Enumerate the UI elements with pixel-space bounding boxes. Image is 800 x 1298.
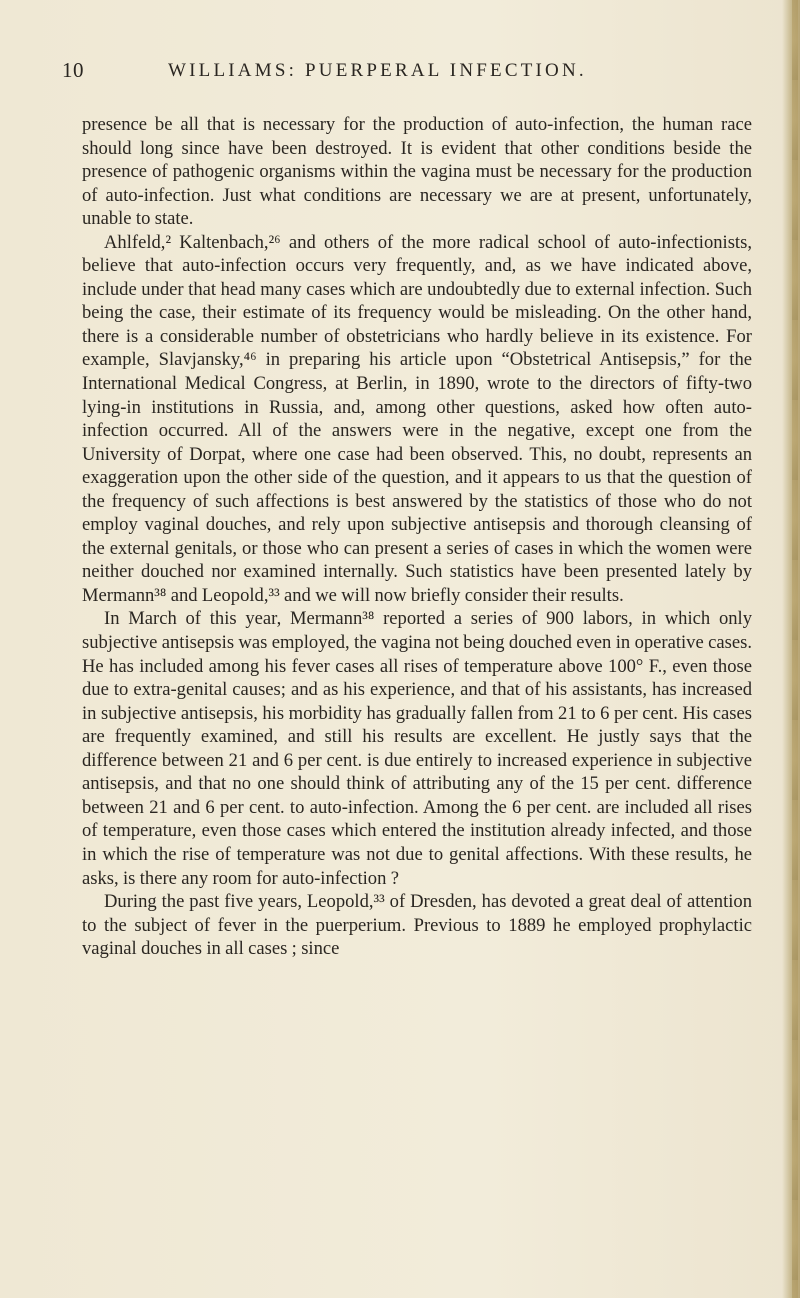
body-text <box>82 113 752 961</box>
paragraph-mermann: In March of this year, Mermann³⁸ reported a series of 900 labors, in which only subjective antisepsis was employed, the vagina not being douched even in operative cases. He has included among his fever cases all rises of temperature above 100° F., even those due to extra-genital causes; and as his experience, and that of his assistants, has increased in subjective antisepsis, his morbidity has gradually fallen from 21 to 6 per cent. His cases are frequently examined, and still his results are excellent. He justly says that the difference between 21 and 6 per cent. is due entirely to increased experience in subjective antisepsis, and that no one should think of attributing any of the 15 per cent. difference between 21 and 6 per cent. to auto-infection. Among the 6 per cent. are included all rises of temperature, even those cases which entered the institution already infected, and those in which the rise of temperature was not due to genital affections. With these results, he asks, is there any room for auto-infection ? <box>82 608 752 889</box>
paragraph-ahlfeld: Ahlfeld,² Kaltenbach,²⁶ and others of the more radical school of auto-infectionists, believe that auto-infection occurs very frequently, and, as we have indicated above, include under that head many cases which are undoubtedly due to external infection. Such being the case, their estimate of its frequency would be misleading. On the other hand, there is a considerable number of obstetricians who hardly believe in its existence. For example, Slavjansky,⁴⁶ in preparing his article upon “Obstetrical Antisepsis,” for the International Medical Congress, at Berlin, in 1890, wrote to the directors of fifty-two lying-in institutions in Russia, and, among other questions, asked how often auto-infection occurred. All of the answers were in the negative, except one from the University of Dorpat, where one case had been observed. This, no doubt, represents an exaggeration upon the other side of the question, and it appears to us that the question of the frequency of such affections is best answered by the statistics of those who do not employ vaginal douches, and rely upon subjective antisepsis and thorough cleansing of the external genitals, or those who can present a series of cases in which the women were neither douched nor examined internally. Such statistics have been presented lately by Mermann³⁸ and Leopold,³³ and we will now briefly consider their results. <box>82 231 752 606</box>
page-header <box>62 58 762 86</box>
running-head: WILLIAMS: PUERPERAL INFECTION. <box>168 60 587 81</box>
paragraph-leopold: During the past five years, Leopold,³³ of Dresden, has devoted a great deal of attention to the subject of fever in the puerperium. Previous to 1889 he employed prophylactic vaginal douches in all cases ; since <box>82 891 752 960</box>
page-number: 10 <box>62 58 84 82</box>
page-edge-shadow <box>782 0 800 1298</box>
paragraph-continuation: presence be all that is necessary for the production of auto-infection, the human race should long since have been destroyed. It is evident that other conditions beside the presence of pathogenic organisms within the vagina must be necessary for the production of auto-infection. Just what conditions are necessary we are at present, unfortunately, unable to state. <box>82 114 752 230</box>
